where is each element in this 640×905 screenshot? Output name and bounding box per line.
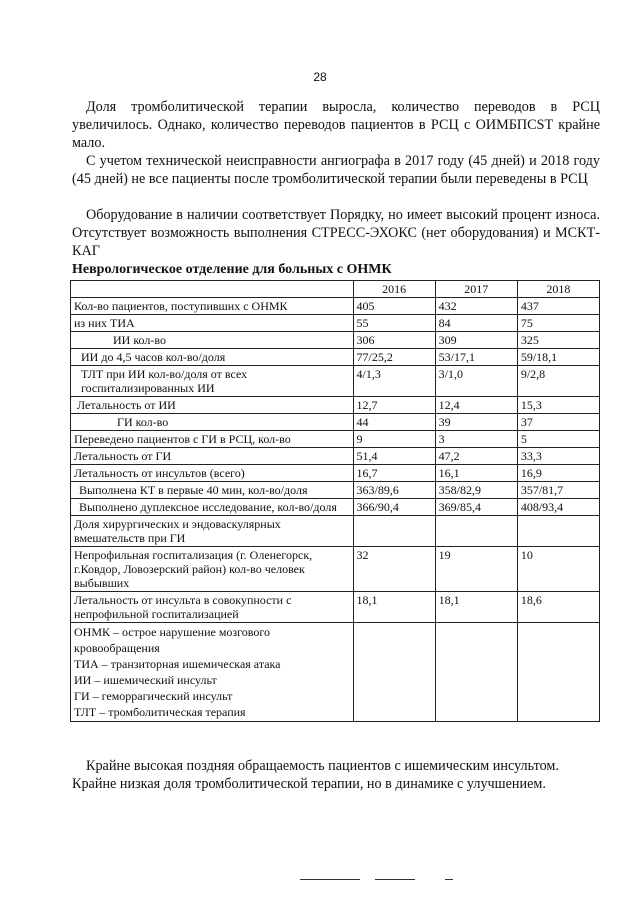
cell-value: 19 bbox=[435, 547, 517, 592]
table-row bbox=[71, 592, 600, 623]
footer-line-segment bbox=[300, 879, 360, 880]
paragraph-text: Доля тромболитической терапии выросла, количество переводов в РСЦ увеличилось. Однако, количество переводов пациентов в РСЦ с ОИМБПСST крайне мало. bbox=[72, 99, 600, 151]
cell-value: 3 bbox=[435, 431, 517, 448]
paragraph-angiograph bbox=[72, 152, 600, 188]
cell-value: 325 bbox=[517, 332, 599, 349]
year-header: 2016 bbox=[353, 281, 435, 298]
cell-value: 18,1 bbox=[353, 592, 435, 623]
cell-value: 84 bbox=[435, 315, 517, 332]
table-row bbox=[71, 366, 600, 397]
cell-value: 9 bbox=[353, 431, 435, 448]
cell-value: 15,3 bbox=[517, 397, 599, 414]
cell-value bbox=[517, 516, 599, 547]
legend-item: ОНМК – острое нарушение мозгового кровообращения bbox=[74, 625, 270, 655]
cell-value: 5 bbox=[517, 431, 599, 448]
cell-value: 363/89,6 bbox=[353, 482, 435, 499]
cell-value: 4/1,3 bbox=[353, 366, 435, 397]
cell-value: 3/1,0 bbox=[435, 366, 517, 397]
cell-value: 47,2 bbox=[435, 448, 517, 465]
cell-value bbox=[353, 516, 435, 547]
cell-value: 51,4 bbox=[353, 448, 435, 465]
conclusion-paragraph bbox=[72, 757, 600, 793]
table-row bbox=[71, 431, 600, 448]
row-label: ИИ кол-во bbox=[71, 332, 354, 349]
row-label: Выполнено дуплексное исследование, кол-во/доля bbox=[71, 499, 354, 516]
row-label: Летальность от ГИ bbox=[71, 448, 354, 465]
row-label: Кол-во пациентов, поступивших с ОНМК bbox=[71, 298, 354, 315]
row-label: Летальность от инсультов (всего) bbox=[71, 465, 354, 482]
table-row bbox=[71, 482, 600, 499]
cell-value: 366/90,4 bbox=[353, 499, 435, 516]
cell-value: 55 bbox=[353, 315, 435, 332]
cell-value: 18,1 bbox=[435, 592, 517, 623]
cell-value: 309 bbox=[435, 332, 517, 349]
table-row bbox=[71, 516, 600, 547]
cell-value: 12,7 bbox=[353, 397, 435, 414]
row-label: ТЛТ при ИИ кол-во/доля от всех госпитализированных ИИ bbox=[71, 366, 354, 397]
table-row bbox=[71, 448, 600, 465]
cell-value: 10 bbox=[517, 547, 599, 592]
cell-value: 437 bbox=[517, 298, 599, 315]
paragraph-text: С учетом технической неисправности ангиографа в 2017 году (45 дней) и 2018 году (45 дней) не все пациенты после тромболитической терапии были переведены в РСЦ bbox=[72, 153, 600, 187]
stroke-department-table bbox=[70, 280, 600, 722]
cell-empty bbox=[517, 623, 599, 722]
conclusion-line: Крайне высокая поздняя обращаемость пациентов с ишемическим инсультом. bbox=[86, 758, 559, 774]
table-row bbox=[71, 547, 600, 592]
paragraph-thrombolysis bbox=[72, 98, 600, 152]
legend-item: ИИ – ишемический инсульт bbox=[74, 673, 217, 687]
year-header: 2018 bbox=[517, 281, 599, 298]
table-row bbox=[71, 298, 600, 315]
table-row bbox=[71, 349, 600, 366]
table-row bbox=[71, 332, 600, 349]
cell-value: 44 bbox=[353, 414, 435, 431]
page-number: 28 bbox=[313, 70, 327, 84]
table-row bbox=[71, 315, 600, 332]
cell-value: 77/25,2 bbox=[353, 349, 435, 366]
row-label: Переведено пациентов с ГИ в РСЦ, кол-во bbox=[71, 431, 354, 448]
table-header-row bbox=[71, 281, 600, 298]
table-row bbox=[71, 499, 600, 516]
cell-value: 358/82,9 bbox=[435, 482, 517, 499]
abbreviation-legend bbox=[71, 623, 354, 722]
cell-value: 18,6 bbox=[517, 592, 599, 623]
conclusion-line: Крайне низкая доля тромболитической терапии, но в динамике с улучшением. bbox=[72, 776, 546, 792]
paragraph-equipment bbox=[72, 206, 600, 260]
cell-value: 37 bbox=[517, 414, 599, 431]
cell-value: 405 bbox=[353, 298, 435, 315]
row-label: из них ТИА bbox=[71, 315, 354, 332]
legend-item: ТЛТ – тромболитическая терапия bbox=[74, 705, 246, 719]
table-row bbox=[71, 414, 600, 431]
cell-empty bbox=[435, 623, 517, 722]
row-label: ИИ до 4,5 часов кол-во/доля bbox=[71, 349, 354, 366]
cell-value: 408/93,4 bbox=[517, 499, 599, 516]
footer-rule bbox=[300, 879, 520, 881]
cell-value: 75 bbox=[517, 315, 599, 332]
cell-value: 369/85,4 bbox=[435, 499, 517, 516]
row-label: Летальность от ИИ bbox=[71, 397, 354, 414]
legend-item: ТИА – транзиторная ишемическая атака bbox=[74, 657, 281, 671]
cell-value: 306 bbox=[353, 332, 435, 349]
cell-value: 32 bbox=[353, 547, 435, 592]
row-label: Летальность от инсульта в совокупности с непрофильной госпитализацией bbox=[71, 592, 354, 623]
cell-empty bbox=[353, 623, 435, 722]
cell-value: 39 bbox=[435, 414, 517, 431]
table-title: Неврологическое отделение для больных с ОНМК bbox=[72, 262, 392, 277]
table-row bbox=[71, 397, 600, 414]
legend-item: ГИ – геморрагический инсульт bbox=[74, 689, 233, 703]
cell-value: 59/18,1 bbox=[517, 349, 599, 366]
cell-value: 16,9 bbox=[517, 465, 599, 482]
row-label: Непрофильная госпитализация (г. Оленегорск, г.Ковдор, Ловозерский район) кол-во человек выбывших bbox=[71, 547, 354, 592]
footer-line-segment bbox=[445, 879, 453, 880]
cell-value: 432 bbox=[435, 298, 517, 315]
cell-value: 53/17,1 bbox=[435, 349, 517, 366]
row-label: Выполнена КТ в первые 40 мин, кол-во/доля bbox=[71, 482, 354, 499]
cell-value bbox=[435, 516, 517, 547]
row-label: ГИ кол-во bbox=[71, 414, 354, 431]
footer-line-segment bbox=[375, 879, 415, 880]
cell-value: 16,1 bbox=[435, 465, 517, 482]
paragraph-text: Оборудование в наличии соответствует Порядку, но имеет высокий процент износа. Отсутствует возможность выполнения СТРЕСС-ЭХОКС (нет оборудования) и МСКТ-КАГ bbox=[72, 207, 600, 259]
legend-row bbox=[71, 623, 600, 722]
cell-value: 12,4 bbox=[435, 397, 517, 414]
table-row bbox=[71, 465, 600, 482]
cell-value: 16,7 bbox=[353, 465, 435, 482]
row-label: Доля хирургических и эндоваскулярных вмешательств при ГИ bbox=[71, 516, 354, 547]
cell-value: 9/2,8 bbox=[517, 366, 599, 397]
header-empty-cell bbox=[71, 281, 354, 298]
cell-value: 33,3 bbox=[517, 448, 599, 465]
cell-value: 357/81,7 bbox=[517, 482, 599, 499]
year-header: 2017 bbox=[435, 281, 517, 298]
